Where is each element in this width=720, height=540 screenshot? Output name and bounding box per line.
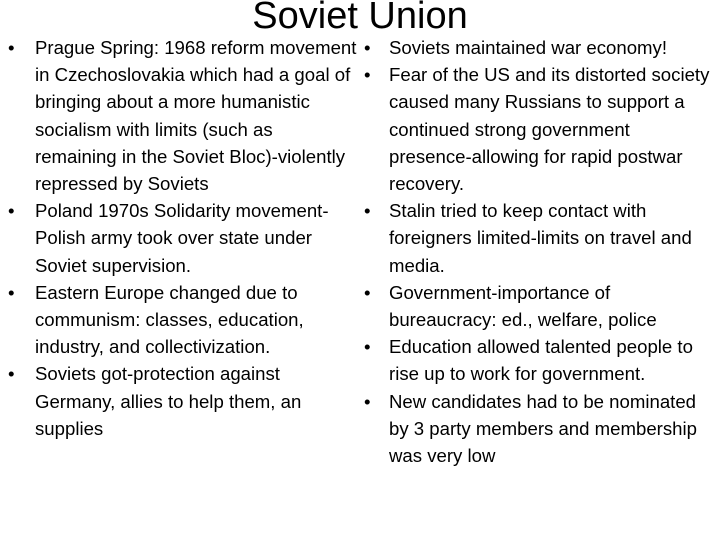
list-item-text: Soviets got-protection against Germany, allies to help them, an supplies [35, 363, 302, 439]
list-item [364, 279, 716, 333]
list-item [8, 279, 358, 361]
left-column [8, 34, 358, 442]
right-bullet-list [364, 34, 716, 469]
list-item [364, 34, 716, 61]
list-item [364, 197, 716, 279]
list-item [364, 388, 716, 470]
slide-title: Soviet Union [252, 0, 468, 37]
bullet-icon: • [8, 281, 15, 303]
list-item-text: Poland 1970s Solidarity movement-Polish army took over state under Soviet supervision. [35, 200, 329, 276]
bullet-icon: • [364, 336, 371, 358]
bullet-icon: • [8, 200, 15, 222]
bullet-icon: • [364, 390, 371, 412]
bullet-icon: • [8, 37, 15, 58]
list-item-text: Fear of the US and its distorted society caused many Russians to support a continued strong government presence-allowing for rapid postwar recovery. [389, 64, 710, 195]
list-item [364, 333, 716, 387]
list-item-text: Government-importance of bureaucracy: ed., welfare, police [389, 281, 657, 331]
list-item-text: Eastern Europe changed due to communism: classes, education, industry, and collectivization. [35, 281, 304, 358]
bullet-icon: • [364, 281, 371, 303]
bullet-icon: • [364, 37, 371, 58]
bullet-icon: • [364, 200, 371, 222]
bullet-icon: • [364, 64, 371, 86]
list-item [8, 197, 358, 279]
list-item [364, 61, 716, 197]
list-item-text: Education allowed talented people to rise up to work for government. [389, 336, 693, 385]
list-item-text: Prague Spring: 1968 reform movement in Czechoslovakia which had a goal of bringing about a more humanistic socialism with limits (such as remaining in the Soviet Bloc)-violently repressed by Soviets [35, 37, 357, 195]
list-item [8, 360, 358, 442]
right-column [364, 34, 716, 469]
bullet-icon: • [8, 363, 15, 385]
list-item-text: New candidates had to be nominated by 3 party members and membership was very low [389, 390, 697, 467]
list-item [8, 34, 358, 197]
list-item-text: Stalin tried to keep contact with foreigners limited-limits on travel and media. [389, 200, 692, 276]
left-bullet-list [8, 34, 358, 442]
list-item-text: Soviets maintained war economy! [389, 37, 668, 58]
